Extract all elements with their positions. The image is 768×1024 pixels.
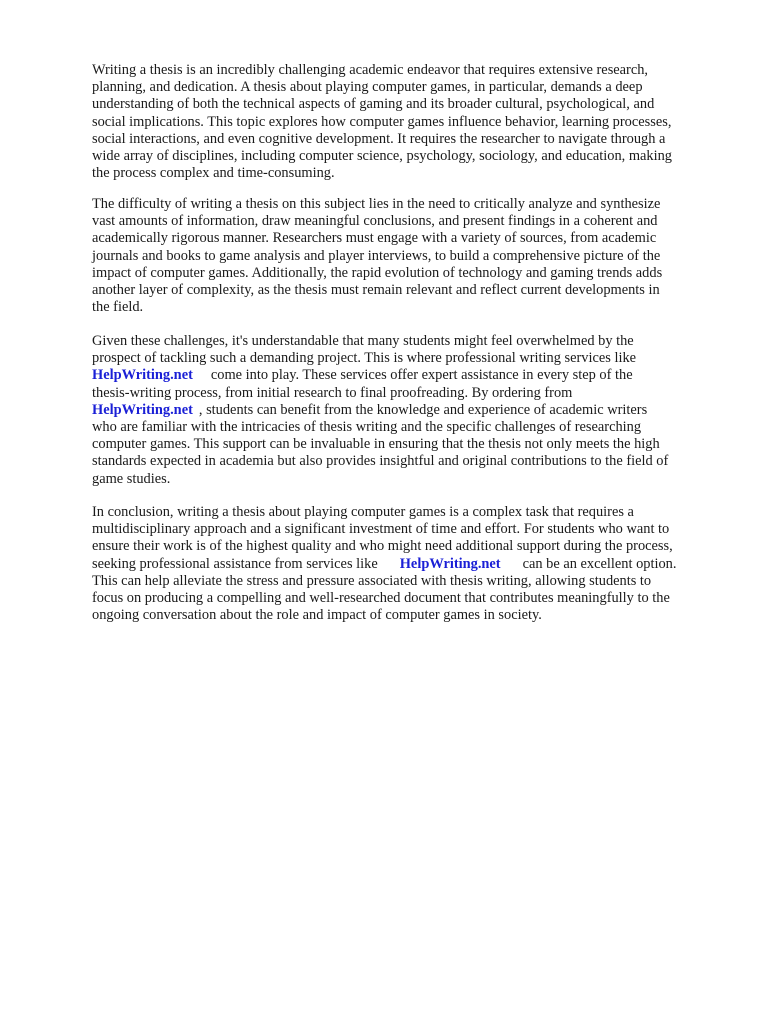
text-fragment: come into play. These services offer expert assistance in every step of the (210, 367, 633, 384)
text-line: In conclusion, writing a thesis about playing computer games is a complex task that requires a (92, 504, 634, 520)
helpwriting-link[interactable]: HelpWriting.net (92, 401, 193, 418)
text-line: focus on producing a compelling and well-researched document that contributes meaningfully to the (92, 590, 670, 607)
text-line: who are familiar with the intricacies of thesis writing and the specific challenges of researching (92, 419, 642, 436)
text-fragment: , students can benefit from the knowledge and experience of academic writers (198, 401, 648, 418)
helpwriting-link[interactable]: HelpWriting.net (92, 367, 193, 384)
text-line (92, 556, 724, 573)
text-line: The difficulty of writing a thesis on this subject lies in the need to critically analyze and synthesize (92, 196, 661, 212)
text-line (92, 402, 724, 419)
paragraph-introduction (92, 62, 724, 182)
text-line: the field. (92, 299, 144, 316)
text-line (92, 367, 724, 384)
text-line: social implications. This topic explores how computer games influence behavior, learning processes, (92, 113, 672, 130)
text-line: academically rigorous manner. Researchers must engage with a variety of sources, from academic (92, 230, 657, 247)
text-line: standards expected in academia but also provides insightful and original contributions to the field of (92, 453, 669, 470)
text-line: computer games. This support can be invaluable in ensuring that the thesis not only meets the high (92, 436, 660, 453)
paragraph-difficulty (92, 196, 724, 316)
helpwriting-link[interactable]: HelpWriting.net (399, 555, 501, 572)
text-line: journals and books to game analysis and player interviews, to build a comprehensive picture of the (92, 247, 661, 264)
text-line: vast amounts of information, draw meaningful conclusions, and present findings in a coherent and (92, 213, 658, 230)
text-line: game studies. (92, 470, 171, 487)
text-line: social interactions, and even cognitive development. It requires the researcher to navigate through a (92, 130, 666, 147)
text-fragment: seeking professional assistance from services like (92, 555, 378, 572)
paragraph-services (92, 333, 724, 488)
text-line: wide array of disciplines, including computer science, psychology, sociology, and education, making (92, 148, 673, 165)
text-line: ongoing conversation about the role and impact of computer games in society. (92, 607, 542, 624)
text-line: another layer of complexity, as the thesis must remain relevant and reflect current developments in (92, 282, 660, 299)
text-line: ensure their work is of the highest quality and who might need additional support during the process, (92, 538, 673, 555)
text-line: Given these challenges, it's understandable that many students might feel overwhelmed by the (92, 333, 634, 349)
text-line: the process complex and time-consuming. (92, 165, 335, 182)
text-line: understanding of both the technical aspects of gaming and its broader cultural, psychological, and (92, 96, 655, 113)
text-line: planning, and dedication. A thesis about playing computer games, in particular, demands a deep (92, 79, 643, 96)
text-line: Writing a thesis is an incredibly challenging academic endeavor that requires extensive research, (92, 62, 649, 78)
text-line: prospect of tackling such a demanding project. This is where professional writing services like (92, 350, 637, 367)
text-line: impact of computer games. Additionally, the rapid evolution of technology and gaming trends adds (92, 264, 663, 281)
text-line: multidisciplinary approach and a significant investment of time and effort. For students who want to (92, 521, 670, 538)
paragraph-conclusion (92, 504, 724, 624)
text-fragment: can be an excellent option. (522, 555, 677, 572)
text-line: This can help alleviate the stress and pressure associated with thesis writing, allowing students to (92, 572, 652, 589)
text-line: thesis-writing process, from initial research to final proofreading. By ordering from (92, 384, 573, 401)
